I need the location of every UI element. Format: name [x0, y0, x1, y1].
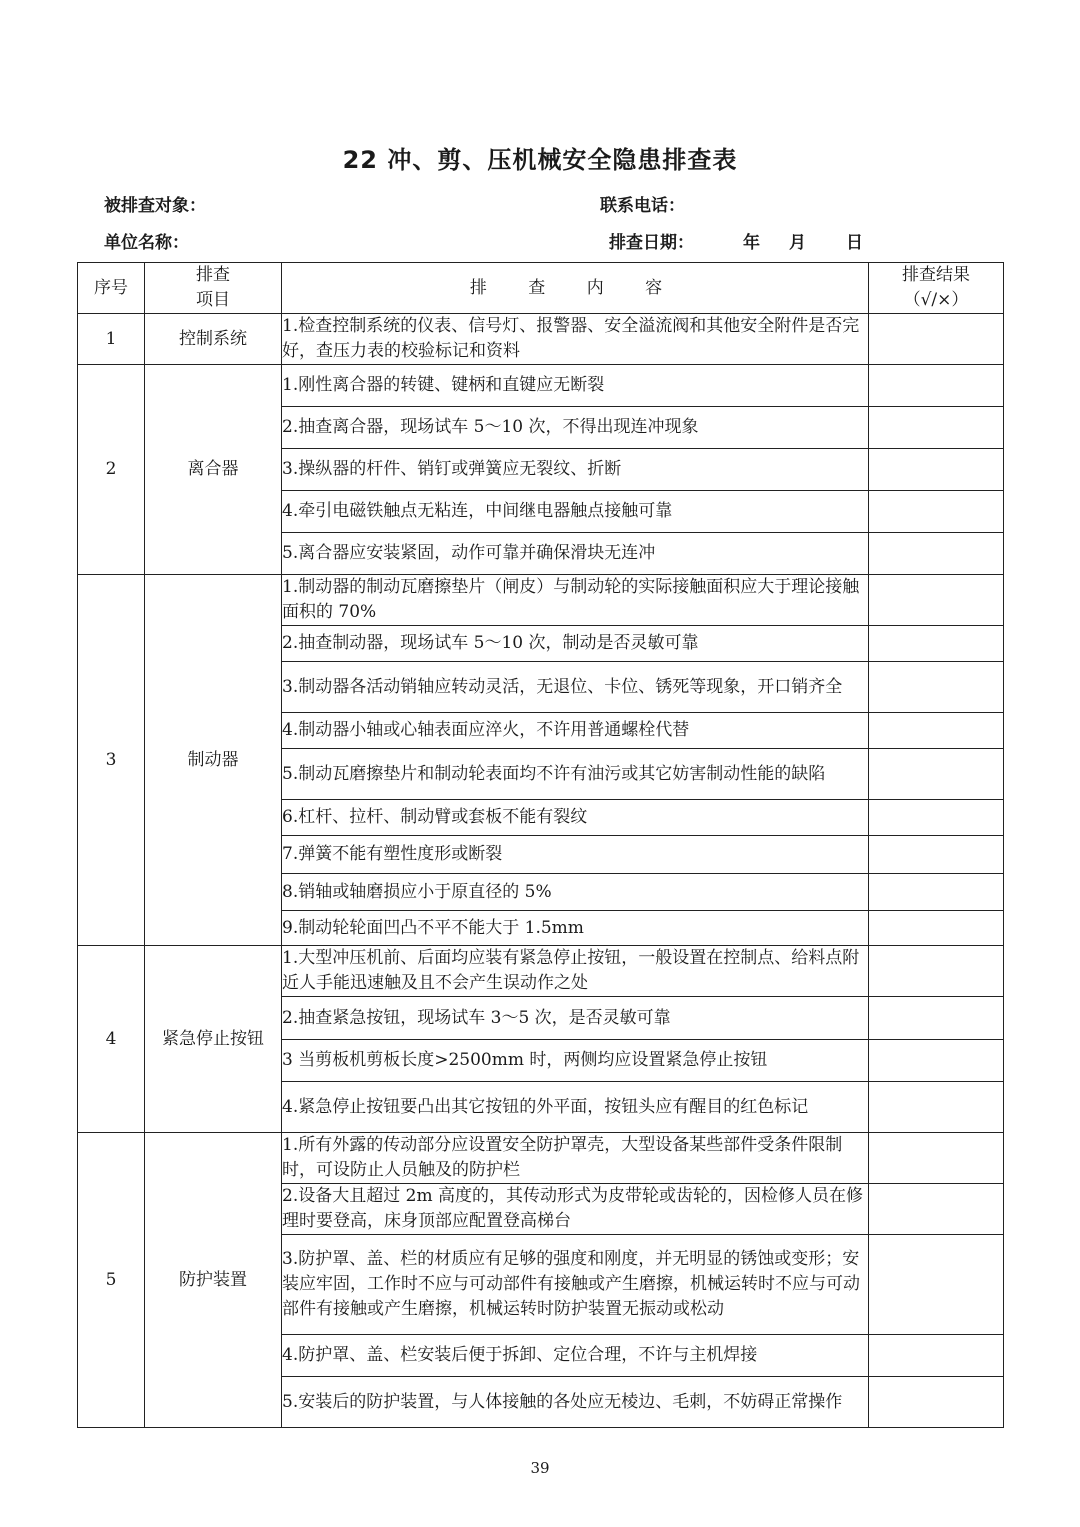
- check-content: 8.销轴或轴磨损应小于原直径的 5%: [282, 874, 869, 911]
- result-cell[interactable]: [869, 662, 1004, 713]
- result-cell[interactable]: [869, 836, 1004, 874]
- table-row: [78, 946, 1004, 997]
- group-item: 离合器: [145, 365, 282, 575]
- header-result-line1: 排查结果: [902, 265, 970, 285]
- check-content: 1.制动器的制动瓦磨擦垫片（闸皮）与制动轮的实际接触面积应大于理论接触面积的 70%: [282, 575, 869, 626]
- check-content: 5.制动瓦磨擦垫片和制动轮表面均不许有油污或其它妨害制动性能的缺陷: [282, 749, 869, 800]
- result-cell[interactable]: [869, 749, 1004, 800]
- page-number: 39: [530, 1459, 550, 1477]
- result-cell[interactable]: [869, 997, 1004, 1040]
- inspection-table: [77, 262, 1004, 1428]
- year-label: 年: [743, 233, 760, 253]
- check-content: 2.抽查离合器，现场试车 5～10 次，不得出现连冲现象: [282, 407, 869, 449]
- group-number: 5: [78, 1133, 145, 1428]
- result-cell[interactable]: [869, 449, 1004, 491]
- check-content: 4.紧急停止按钮要凸出其它按钮的外平面，按钮头应有醒目的红色标记: [282, 1082, 869, 1133]
- result-cell[interactable]: [869, 1377, 1004, 1428]
- result-cell[interactable]: [869, 713, 1004, 749]
- day-label: 日: [846, 233, 863, 253]
- table-row: [78, 575, 1004, 626]
- check-content: 1.检查控制系统的仪表、信号灯、报警器、安全溢流阀和其他安全附件是否完好，查压力表的校验标记和资料: [282, 314, 869, 365]
- check-content: 4.牵引电磁铁触点无粘连，中间继电器触点接触可靠: [282, 491, 869, 533]
- table-row: [78, 314, 1004, 365]
- check-content: 2.设备大且超过 2m 高度的，其传动形式为皮带轮或齿轮的，因检修人员在修理时要登高，床身顶部应配置登高梯台: [282, 1184, 869, 1235]
- result-cell[interactable]: [869, 1133, 1004, 1184]
- date-label: 排查日期：: [609, 233, 694, 253]
- result-cell[interactable]: [869, 575, 1004, 626]
- table-row: [78, 365, 1004, 407]
- phone-label: 联系电话：: [600, 196, 685, 216]
- check-content: 1.所有外露的传动部分应设置安全防护罩壳，大型设备某些部件受条件限制时，可设防止人员触及的防护栏: [282, 1133, 869, 1184]
- result-cell[interactable]: [869, 491, 1004, 533]
- result-cell[interactable]: [869, 911, 1004, 946]
- check-content: 1.大型冲压机前、后面均应装有紧急停止按钮，一般设置在控制点、给料点附近人手能迅速触及且不会产生误动作之处: [282, 946, 869, 997]
- check-content: 2.抽查紧急按钮，现场试车 3～5 次，是否灵敏可靠: [282, 997, 869, 1040]
- month-label: 月: [789, 233, 806, 253]
- group-number: 2: [78, 365, 145, 575]
- header-item-line1: 排查: [196, 265, 230, 285]
- header-item-line2: 项目: [196, 290, 230, 310]
- result-cell[interactable]: [869, 533, 1004, 575]
- group-number: 1: [78, 314, 145, 365]
- header-content: [282, 263, 869, 314]
- unit-label: 单位名称：: [104, 233, 189, 253]
- table-row: [78, 1133, 1004, 1184]
- group-number: 3: [78, 575, 145, 946]
- header-no: 序号: [78, 263, 145, 314]
- check-content: 2.抽查制动器，现场试车 5～10 次，制动是否灵敏可靠: [282, 626, 869, 662]
- header-result-line2: （√/×）: [903, 290, 969, 310]
- header-item: [145, 263, 282, 314]
- page-title: 22 冲、剪、压机械安全隐患排查表: [342, 146, 738, 174]
- header-result: [869, 263, 1004, 314]
- check-content: 5.离合器应安装紧固，动作可靠并确保滑块无连冲: [282, 533, 869, 575]
- result-cell[interactable]: [869, 800, 1004, 836]
- check-content: 7.弹簧不能有塑性度形或断裂: [282, 836, 869, 874]
- result-cell[interactable]: [869, 407, 1004, 449]
- table-body: [78, 314, 1004, 1428]
- result-cell[interactable]: [869, 626, 1004, 662]
- result-cell[interactable]: [869, 365, 1004, 407]
- result-cell[interactable]: [869, 1082, 1004, 1133]
- group-number: 4: [78, 946, 145, 1133]
- result-cell[interactable]: [869, 1335, 1004, 1377]
- target-label: 被排查对象：: [104, 196, 206, 216]
- check-content: 3.防护罩、盖、栏的材质应有足够的强度和刚度，并无明显的锈蚀或变形；安装应牢固，工作时不应与可动部件有接触或产生磨擦，机械运转时不应与可动部件有接触或产生磨擦，机械运转时防护装置无振动或松动: [282, 1235, 869, 1335]
- result-cell[interactable]: [869, 1184, 1004, 1235]
- check-content: 3 当剪板机剪板长度>2500mm 时，两侧均应设置紧急停止按钮: [282, 1040, 869, 1082]
- check-content: 6.杠杆、拉杆、制动臂或套板不能有裂纹: [282, 800, 869, 836]
- result-cell[interactable]: [869, 1040, 1004, 1082]
- check-content: 3.操纵器的杆件、销钉或弹簧应无裂纹、折断: [282, 449, 869, 491]
- result-cell[interactable]: [869, 314, 1004, 365]
- check-content: 5.安装后的防护装置，与人体接触的各处应无棱边、毛刺，不妨碍正常操作: [282, 1377, 869, 1428]
- result-cell[interactable]: [869, 946, 1004, 997]
- group-item: 防护装置: [145, 1133, 282, 1428]
- group-item: 制动器: [145, 575, 282, 946]
- check-content: 3.制动器各活动销轴应转动灵活，无退位、卡位、锈死等现象，开口销齐全: [282, 662, 869, 713]
- check-content: 4.制动器小轴或心轴表面应淬火，不许用普通螺栓代替: [282, 713, 869, 749]
- header-content-label: 排 查 内 容: [469, 277, 681, 298]
- group-item: 紧急停止按钮: [145, 946, 282, 1133]
- check-content: 1.刚性离合器的转键、键柄和直键应无断裂: [282, 365, 869, 407]
- result-cell[interactable]: [869, 874, 1004, 911]
- check-content: 4.防护罩、盖、栏安装后便于拆卸、定位合理，不许与主机焊接: [282, 1335, 869, 1377]
- check-content: 9.制动轮轮面凹凸不平不能大于 1.5mm: [282, 911, 869, 946]
- result-cell[interactable]: [869, 1235, 1004, 1335]
- header-row: [78, 263, 1004, 314]
- group-item: 控制系统: [145, 314, 282, 365]
